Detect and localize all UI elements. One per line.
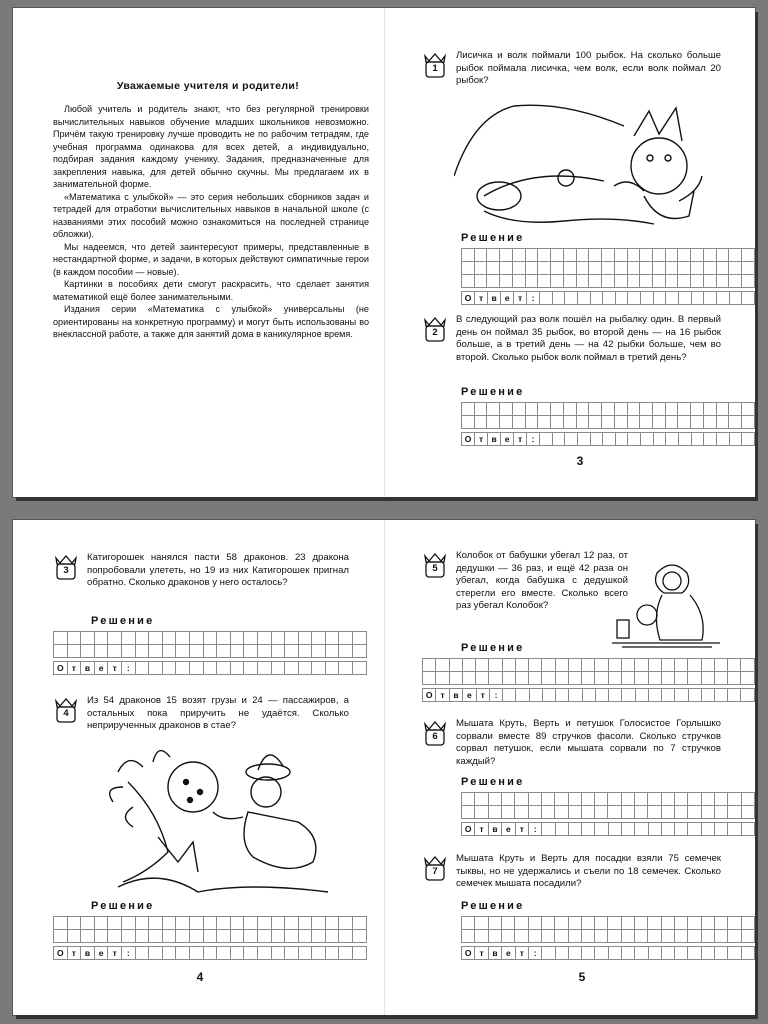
answer-letter: :: [527, 292, 540, 305]
solution-label: Решение: [461, 232, 525, 244]
solution-label: Решение: [461, 386, 525, 398]
answer-letter: в: [81, 947, 95, 960]
crown-badge-icon: [53, 552, 79, 582]
page-number: 3: [576, 454, 584, 468]
answer-row[interactable]: [461, 946, 755, 960]
answer-row[interactable]: [461, 822, 755, 836]
task-number: 7: [432, 866, 438, 877]
crown-badge-icon: [53, 695, 79, 725]
answer-letter: т: [475, 947, 488, 960]
task-number: 2: [432, 327, 438, 338]
answer-letter: :: [528, 823, 541, 836]
answer-letter: е: [501, 292, 514, 305]
page-number: 5: [578, 970, 586, 984]
solution-grid[interactable]: [53, 916, 367, 943]
solution-label: Решение: [461, 776, 525, 788]
answer-letter: т: [476, 689, 489, 702]
answer-letter: т: [436, 689, 449, 702]
solution-grid[interactable]: [461, 916, 755, 943]
task-number: 4: [63, 708, 69, 719]
answer-letter: т: [475, 292, 488, 305]
answer-letter: т: [515, 947, 528, 960]
task-5: [422, 550, 632, 645]
task-text: Мышата Круть и Верть для посадки взяли 75 семечек тыквы, но не удержались и съели по 18 семечек. Сколько семечек мышата посадили?: [456, 853, 721, 889]
intro-paragraph: Любой учитель и родитель знают, что без регулярной тренировки вычислительных навыков обучение младших школьников невозможно. Причём такую тренировку лучше проводить не по рабочим тетрадям, где учебная программа одинакова для всех детей, а индивидуально, подбирая задания каждому ученику. Задания, предназначенные для закрепления навыка, для детей обычно скучны. Мы предлагаем их в занимательной форме.: [53, 104, 369, 189]
grandma-kolobok-illustration-icon: [612, 555, 722, 650]
answer-letter: О: [462, 823, 475, 836]
answer-letter: :: [121, 662, 135, 675]
answer-row[interactable]: [461, 432, 755, 446]
top-spread: [13, 8, 755, 497]
page-5: [384, 520, 755, 1015]
task-4: [53, 695, 353, 740]
intro-paragraph: Картинки в пособиях дети смогут раскрасить, что сделает занятия математикой ещё более занимательными.: [53, 279, 369, 302]
intro-text: [53, 103, 369, 341]
answer-row[interactable]: [53, 946, 367, 960]
answer-letter: в: [81, 662, 95, 675]
solution-grid[interactable]: [53, 631, 367, 658]
crown-badge-icon: [422, 50, 448, 80]
answer-letter: е: [463, 689, 476, 702]
task-text: Колобок от бабушки убегал 12 раз, от дедушки — 36 раз, и ещё 42 раза он убегал, когда бабушка с дедушкой стерегли его вместе. Сколько всего раз убегал Колобок?: [456, 550, 628, 611]
answer-letter: е: [94, 947, 108, 960]
answer-letter: т: [108, 947, 122, 960]
answer-row[interactable]: [53, 661, 367, 675]
fox-fishing-illustration-icon: [454, 96, 704, 231]
answer-letter: т: [515, 823, 528, 836]
answer-letter: :: [528, 947, 541, 960]
solution-label: Решение: [91, 615, 155, 627]
intro-paragraph: «Математика с улыбкой» — это серия небольших сборников задач и тетрадей для отработки вычислительных навыков в начальной школе (с названиями этих пособий можно ознакомиться на последней странице обложки).: [53, 191, 369, 239]
task-text: Мышата Круть, Верть и петушок Голосистое Горлышко сорвали вместе 89 стручков фасоли. Сколько стручков сорвал петушок, если мышата сорвали по 7 стручков каждый?: [456, 718, 721, 767]
crown-badge-icon: [422, 314, 448, 344]
solution-grid[interactable]: [422, 658, 755, 685]
task-text: Лисичка и волк поймали 100 рыбок. На сколько больше рыбок поймала лисичка, чем волк, если волк поймал 20 рыбок?: [456, 50, 721, 86]
solution-grid[interactable]: [461, 792, 755, 819]
solution-grid[interactable]: [461, 248, 755, 288]
answer-letter: т: [475, 823, 488, 836]
dragons-boy-illustration-icon: [98, 742, 333, 897]
answer-letter: в: [488, 292, 501, 305]
answer-letter: :: [489, 689, 502, 702]
answer-row[interactable]: [422, 688, 755, 702]
task-3: [53, 552, 353, 607]
answer-letter: О: [462, 433, 475, 446]
answer-letter: е: [502, 823, 515, 836]
intro-title: Уважаемые учителя и родители!: [116, 80, 300, 92]
task-number: 5: [432, 563, 438, 574]
task-2: [422, 314, 722, 384]
answer-row[interactable]: [461, 291, 755, 305]
task-6: [422, 718, 722, 773]
answer-letter: в: [488, 433, 501, 446]
answer-letter: в: [449, 689, 462, 702]
answer-letter: е: [501, 433, 514, 446]
page-4: [13, 520, 384, 1015]
answer-letter: О: [54, 662, 68, 675]
intro-paragraph: Издания серии «Математика с улыбкой» универсальны (не ориентированы на конкретную программу) и могут быть использованы во внеклассной работе, а также для занятий дома в каникулярное время.: [53, 304, 369, 339]
page-number: 4: [196, 970, 204, 984]
answer-letter: О: [54, 947, 68, 960]
answer-letter: е: [502, 947, 515, 960]
crown-badge-icon: [422, 550, 448, 580]
task-text: Катигорошек нанялся пасти 58 драконов. 23 дракона попробовали улететь, но 19 из них Катигорошек пригнал обратно. Сколько драконов у него осталось?: [87, 552, 349, 588]
task-1: [422, 50, 722, 100]
solution-label: Решение: [461, 642, 525, 654]
answer-letter: О: [462, 947, 475, 960]
crown-badge-icon: [422, 853, 448, 883]
task-number: 3: [63, 565, 69, 576]
answer-letter: е: [94, 662, 108, 675]
task-text: Из 54 драконов 15 возят грузы и 24 — пассажиров, а остальных пока приручить не удаётся. Сколько неприрученных драконов в стае?: [87, 695, 349, 731]
intro-page: [13, 8, 384, 497]
answer-letter: в: [488, 823, 501, 836]
task-7: [422, 853, 722, 898]
task-text: В следующий раз волк пошёл на рыбалку один. В первый день он поймал 35 рыбок, во второй день — на 16 рыбок больше, а в третий день — на 42 рыбки больше, чем во второй. Сколько рыбок волк поймал в третий день?: [456, 314, 721, 363]
answer-letter: :: [121, 947, 135, 960]
answer-letter: в: [488, 947, 501, 960]
answer-letter: т: [514, 292, 527, 305]
solution-label: Решение: [91, 900, 155, 912]
page-3: [384, 8, 755, 497]
answer-letter: О: [423, 689, 436, 702]
task-number: 6: [432, 731, 438, 742]
answer-letter: т: [475, 433, 488, 446]
bottom-spread: [13, 520, 755, 1015]
answer-letter: т: [67, 947, 81, 960]
answer-letter: :: [527, 433, 540, 446]
solution-label: Решение: [461, 900, 525, 912]
answer-letter: т: [514, 433, 527, 446]
answer-letter: т: [67, 662, 81, 675]
answer-letter: т: [108, 662, 122, 675]
intro-paragraph: Мы надеемся, что детей заинтересуют примеры, представленные в нестандартной форме, и задачи, в которых действуют симпатичные герои (в каждом пособии — новые).: [53, 241, 369, 277]
crown-badge-icon: [422, 718, 448, 748]
solution-grid[interactable]: [461, 402, 755, 429]
answer-letter: О: [462, 292, 475, 305]
task-number: 1: [432, 63, 438, 74]
